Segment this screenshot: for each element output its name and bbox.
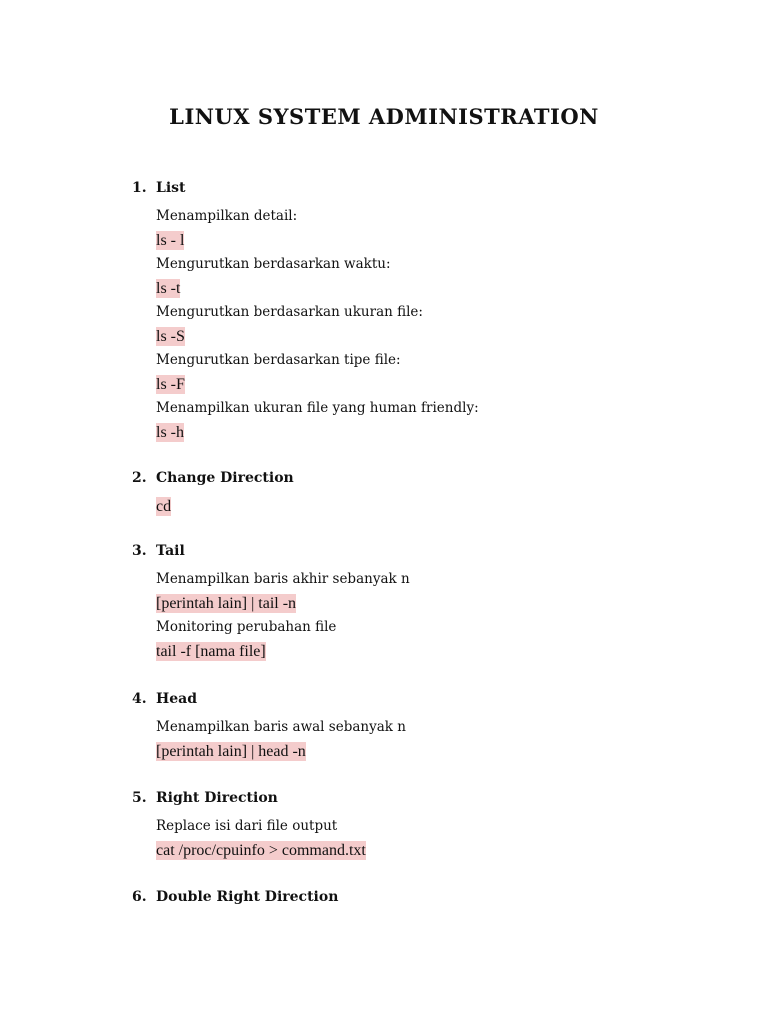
section-body bbox=[156, 715, 692, 763]
command-text: ls - l bbox=[156, 232, 185, 249]
command-line bbox=[156, 838, 692, 862]
description-text: Menampilkan detail: bbox=[156, 208, 298, 224]
command-line bbox=[156, 739, 692, 763]
section-body bbox=[156, 567, 692, 663]
section-number: 3. bbox=[132, 543, 147, 559]
command-text: ls -F bbox=[156, 376, 185, 393]
section-1 bbox=[132, 180, 692, 444]
section-heading bbox=[132, 543, 692, 567]
section-heading bbox=[132, 889, 692, 913]
command-text: [perintah lain] | tail -n bbox=[156, 595, 297, 612]
section-3 bbox=[132, 543, 692, 663]
description-text: Replace isi dari file output bbox=[156, 818, 338, 834]
description-text: Menampilkan baris akhir sebanyak n bbox=[156, 571, 410, 587]
command-line bbox=[156, 228, 692, 252]
description-text: Mengurutkan berdasarkan ukuran file: bbox=[156, 304, 423, 320]
section-heading bbox=[132, 790, 692, 814]
section-number: 5. bbox=[132, 790, 147, 806]
section-body bbox=[156, 494, 692, 518]
section-heading bbox=[132, 470, 692, 494]
section-title: Head bbox=[156, 691, 197, 707]
command-line bbox=[156, 420, 692, 444]
command-line bbox=[156, 276, 692, 300]
command-text: [perintah lain] | head -n bbox=[156, 743, 306, 760]
command-text: ls -t bbox=[156, 280, 181, 297]
description-text: Menampilkan ukuran file yang human friendly: bbox=[156, 400, 479, 416]
section-6 bbox=[132, 889, 692, 913]
description-text: Menampilkan baris awal sebanyak n bbox=[156, 719, 406, 735]
command-line bbox=[156, 494, 692, 518]
section-4 bbox=[132, 691, 692, 763]
description-text: Monitoring perubahan file bbox=[156, 619, 337, 635]
command-line bbox=[156, 591, 692, 615]
command-line bbox=[156, 639, 692, 663]
section-body bbox=[156, 814, 692, 862]
section-body bbox=[156, 204, 692, 444]
section-heading bbox=[132, 180, 692, 204]
section-5 bbox=[132, 790, 692, 862]
section-title: Double Right Direction bbox=[156, 889, 339, 905]
description-text: Mengurutkan berdasarkan waktu: bbox=[156, 256, 391, 272]
section-title: Change Direction bbox=[156, 470, 294, 486]
description-text: Mengurutkan berdasarkan tipe file: bbox=[156, 352, 401, 368]
command-line bbox=[156, 324, 692, 348]
section-heading bbox=[132, 691, 692, 715]
command-text: cat /proc/cpuinfo > command.txt bbox=[156, 842, 366, 859]
command-text: ls -S bbox=[156, 328, 185, 345]
command-text: tail -f [nama file] bbox=[156, 643, 266, 660]
section-2 bbox=[132, 470, 692, 518]
section-title: Right Direction bbox=[156, 790, 278, 806]
section-number: 2. bbox=[132, 470, 147, 486]
command-text: ls -h bbox=[156, 424, 184, 441]
section-number: 6. bbox=[132, 889, 147, 905]
page-title: LINUX SYSTEM ADMINISTRATION bbox=[169, 104, 599, 129]
command-line bbox=[156, 372, 692, 396]
section-title: List bbox=[156, 180, 186, 196]
section-number: 4. bbox=[132, 691, 147, 707]
section-title: Tail bbox=[156, 543, 185, 559]
section-number: 1. bbox=[132, 180, 147, 196]
command-text: cd bbox=[156, 498, 172, 515]
